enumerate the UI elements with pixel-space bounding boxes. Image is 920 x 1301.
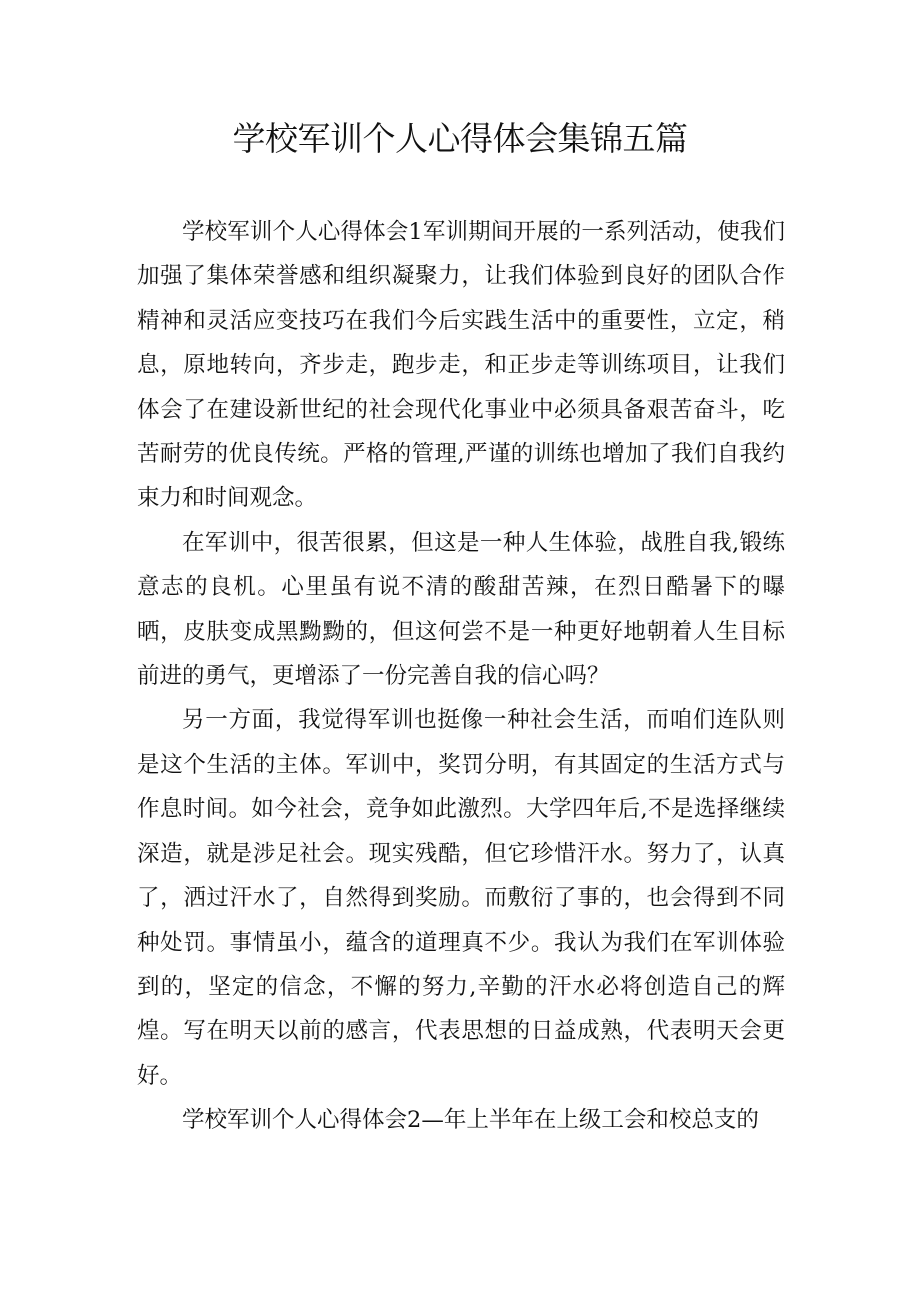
paragraph-1: 学校军训个人心得体会1军训期间开展的一系列活动，使我们加强了集体荣誉感和组织凝聚力，让我们体验到良好的团队合作精神和灵活应变技巧在我们今后实践生活中的重要性，立定，稍息，原地转向，齐步走，跑步走，和正步走等训练项目，让我们体会了在建设新世纪的社会现代化事业中必须具备艰苦奋斗，吃苦耐劳的优良传统。严格的管理,严谨的训练也增加了我们自我约束力和时间观念。	[137, 219, 785, 512]
paragraph-2: 在军训中，很苦很累，但这是一种人生体验，战胜自我,锻练意志的良机。心里虽有说不清的酸甜苦辣，在烈日酷暑下的曝晒，皮肤变成黑黝黝的，但这何尝不是一种更好地朝着人生目标前进的勇气，更增添了一份完善自我的信心吗？	[137, 529, 785, 690]
paragraph-4: 学校军训个人心得体会2—年上半年在上级工会和校总支的	[182, 1107, 759, 1134]
document-title: 学校军训个人心得体会集锦五篇	[232, 119, 688, 158]
document-body	[137, 210, 785, 1143]
paragraph-3: 另一方面，我觉得军训也挺像一种社会生活，而咱们连队则是这个生活的主体。军训中，奖罚分明，有其固定的生活方式与作息时间。如今社会，竞争如此激烈。大学四年后,不是选择继续深造，就是涉足社会。现实残酷，但它珍惜汗水。努力了，认真了，洒过汗水了，自然得到奖励。而敷衍了事的，也会得到不同种处罚。事情虽小，蕴含的道理真不少。我认为我们在军训体验到的，坚定的信念，不懈的努力,辛勤的汗水必将创造自己的辉煌。写在明天以前的感言，代表思想的日益成熟，代表明天会更好。	[137, 707, 785, 1089]
